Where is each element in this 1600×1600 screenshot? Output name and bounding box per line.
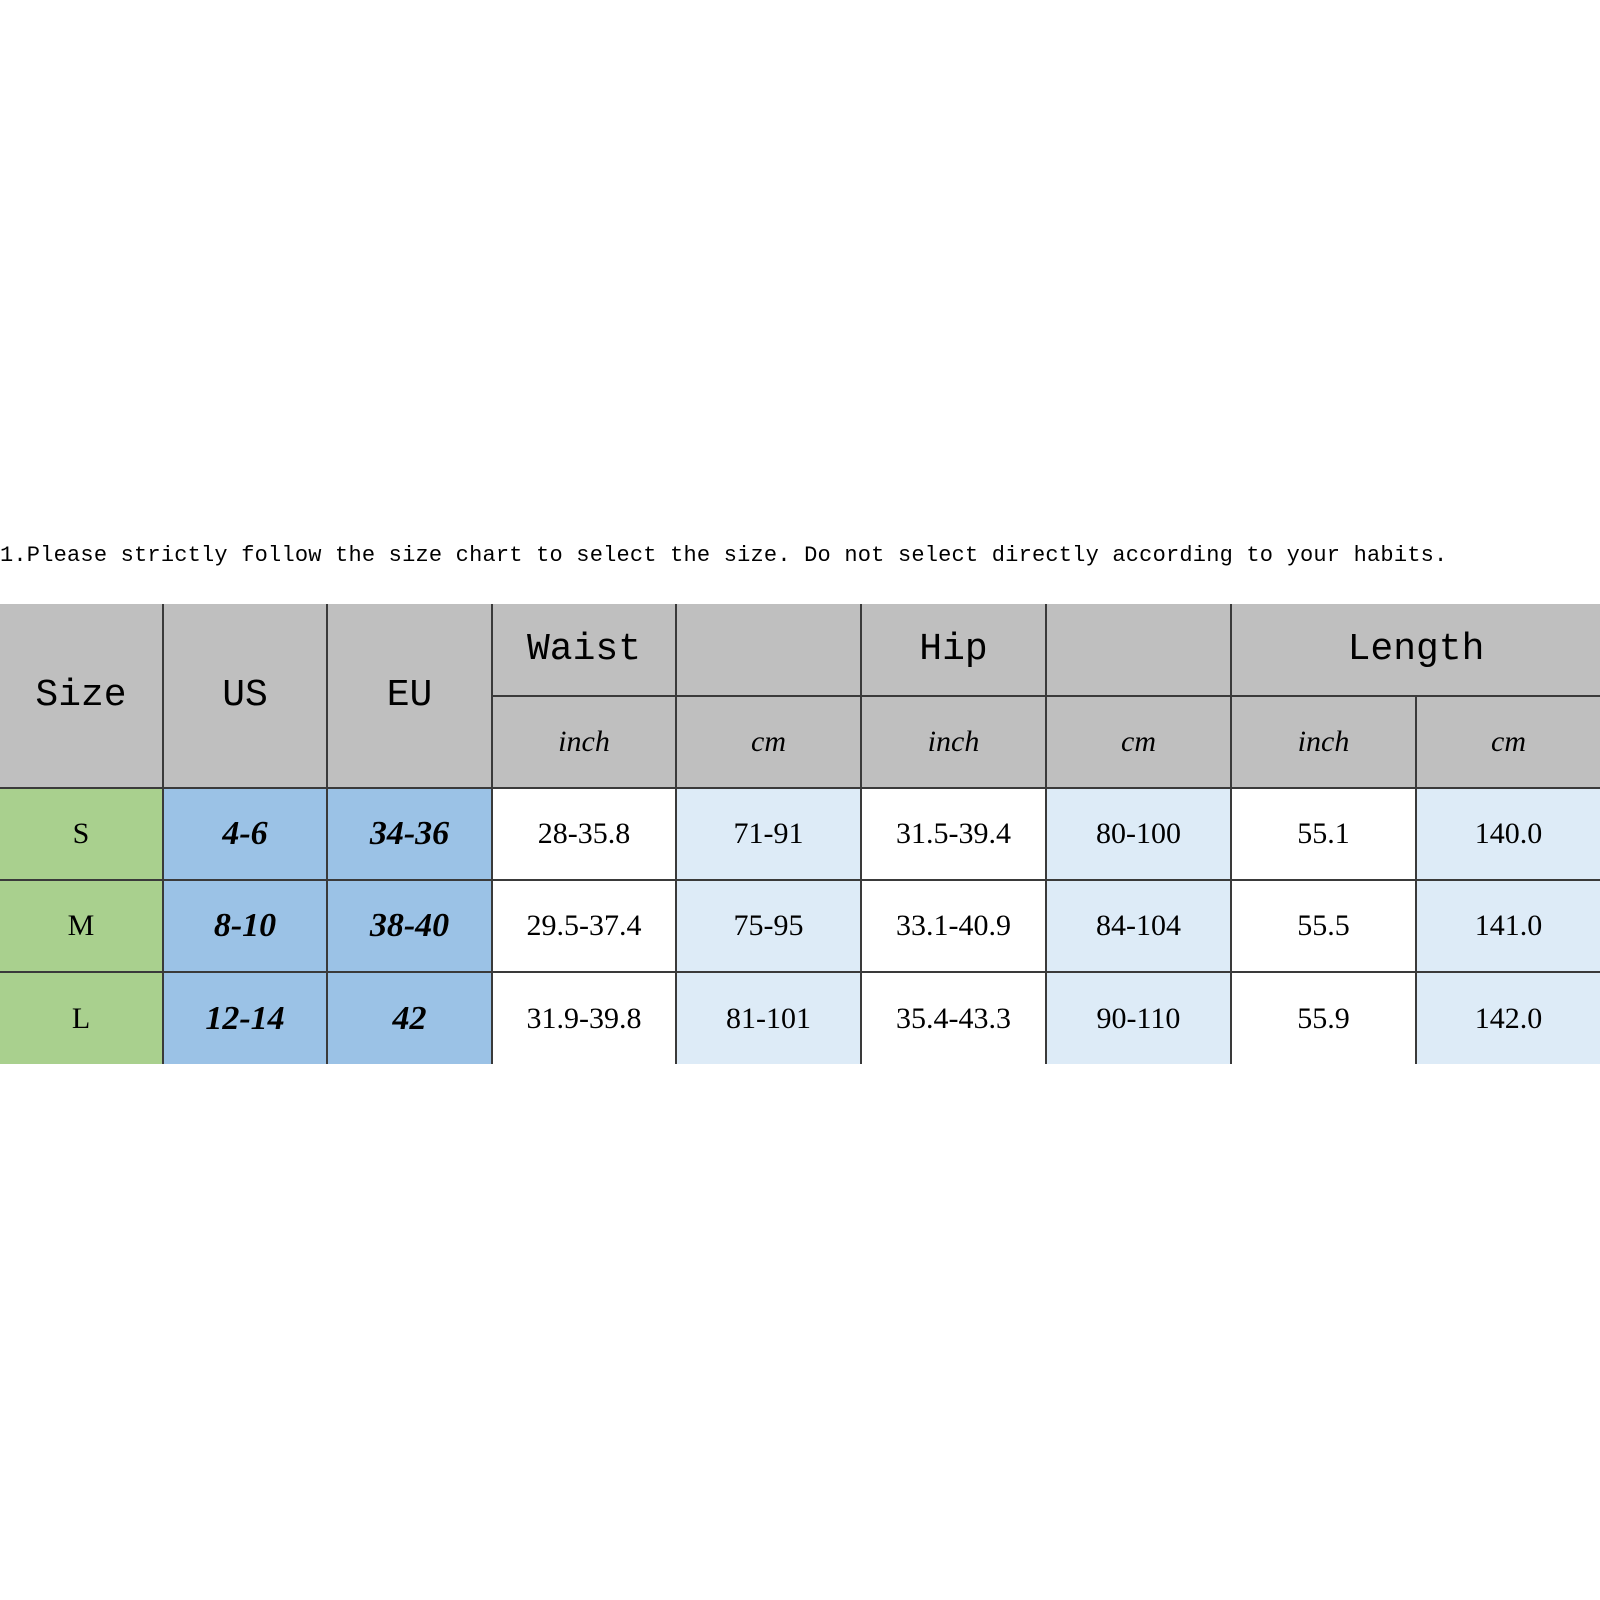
- hip-inch-value: 31.5-39.4: [861, 788, 1046, 880]
- size-label: M: [0, 880, 163, 972]
- hip-cm-value: 80-100: [1046, 788, 1231, 880]
- eu-size: 42: [327, 972, 492, 1064]
- unit-length-inch: inch: [1231, 696, 1416, 788]
- waist-cm-value: 75-95: [676, 880, 861, 972]
- table-row: [0, 788, 1600, 880]
- waist-inch-value: 29.5-37.4: [492, 880, 676, 972]
- length-cm-value: 140.0: [1416, 788, 1600, 880]
- table-row: [0, 880, 1600, 972]
- hip-cm-value: 84-104: [1046, 880, 1231, 972]
- hip-inch-value: 35.4-43.3: [861, 972, 1046, 1064]
- length-inch-value: 55.9: [1231, 972, 1416, 1064]
- unit-waist-inch: inch: [492, 696, 676, 788]
- size-chart-table: [0, 604, 1600, 1064]
- us-size: 4-6: [163, 788, 327, 880]
- header-hip-blank: [1046, 604, 1231, 696]
- length-inch-value: 55.5: [1231, 880, 1416, 972]
- length-inch-value: 55.1: [1231, 788, 1416, 880]
- eu-size: 34-36: [327, 788, 492, 880]
- waist-cm-value: 71-91: [676, 788, 861, 880]
- length-cm-value: 141.0: [1416, 880, 1600, 972]
- length-cm-value: 142.0: [1416, 972, 1600, 1064]
- size-label: L: [0, 972, 163, 1064]
- hip-inch-value: 33.1-40.9: [861, 880, 1046, 972]
- table-row: [0, 972, 1600, 1064]
- waist-inch-value: 28-35.8: [492, 788, 676, 880]
- header-hip: Hip: [861, 604, 1046, 696]
- hip-cm-value: 90-110: [1046, 972, 1231, 1064]
- us-size: 8-10: [163, 880, 327, 972]
- header-length: Length: [1231, 604, 1600, 696]
- header-us: US: [163, 604, 327, 788]
- size-notice-text: 1.Please strictly follow the size chart to select the size. Do not select directly according to your habits.: [0, 543, 1448, 568]
- us-size: 12-14: [163, 972, 327, 1064]
- size-label: S: [0, 788, 163, 880]
- unit-hip-inch: inch: [861, 696, 1046, 788]
- header-waist: Waist: [492, 604, 676, 696]
- eu-size: 38-40: [327, 880, 492, 972]
- waist-cm-value: 81-101: [676, 972, 861, 1064]
- unit-length-cm: cm: [1416, 696, 1600, 788]
- header-waist-blank: [676, 604, 861, 696]
- header-eu: EU: [327, 604, 492, 788]
- header-size: Size: [0, 604, 163, 788]
- unit-hip-cm: cm: [1046, 696, 1231, 788]
- waist-inch-value: 31.9-39.8: [492, 972, 676, 1064]
- header-row: [0, 604, 1600, 696]
- unit-waist-cm: cm: [676, 696, 861, 788]
